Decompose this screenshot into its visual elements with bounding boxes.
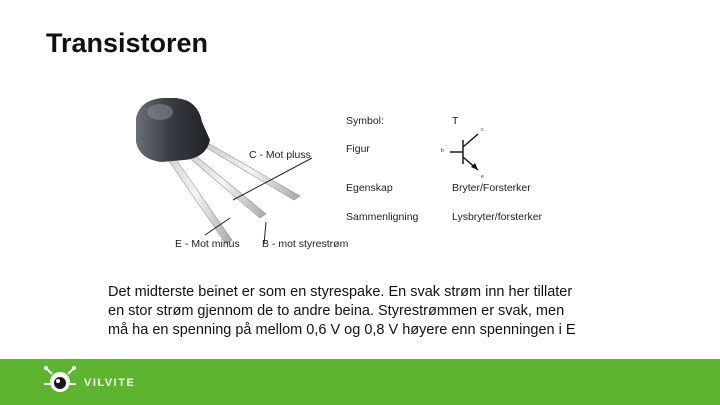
slide-title: Transistoren	[46, 28, 209, 58]
symbol-pin-e: e	[481, 174, 484, 180]
symbol-label: Symbol:	[346, 115, 384, 127]
symbol-pin-c: c	[481, 127, 484, 133]
logo-text: VILVITE	[84, 377, 136, 389]
collector-label: C - Mot pluss	[249, 149, 311, 161]
comparison-label: Sammenligning	[346, 211, 419, 223]
symbol-value: T	[452, 115, 459, 127]
property-value: Bryter/Forsterker	[452, 182, 531, 194]
property-label: Egenskap	[346, 182, 393, 194]
description-line: må ha en spenning på mellom 0,6 V og 0,8 V høyere enn spenningen i E	[108, 322, 576, 338]
emitter-label: E - Mot minus	[175, 238, 240, 250]
base-label: B - mot styrestrøm	[262, 238, 349, 250]
description-line: Det midterste beinet er som en styrespake. En svak strøm inn her tillater	[108, 284, 573, 300]
figure-label: Figur	[346, 143, 370, 155]
symbol-pin-b: b	[441, 148, 444, 154]
comparison-value: Lysbryter/forsterker	[452, 211, 543, 223]
description-line: en stor strøm gjennom de to andre beina. Styrestrømmen er svak, men	[108, 303, 565, 319]
